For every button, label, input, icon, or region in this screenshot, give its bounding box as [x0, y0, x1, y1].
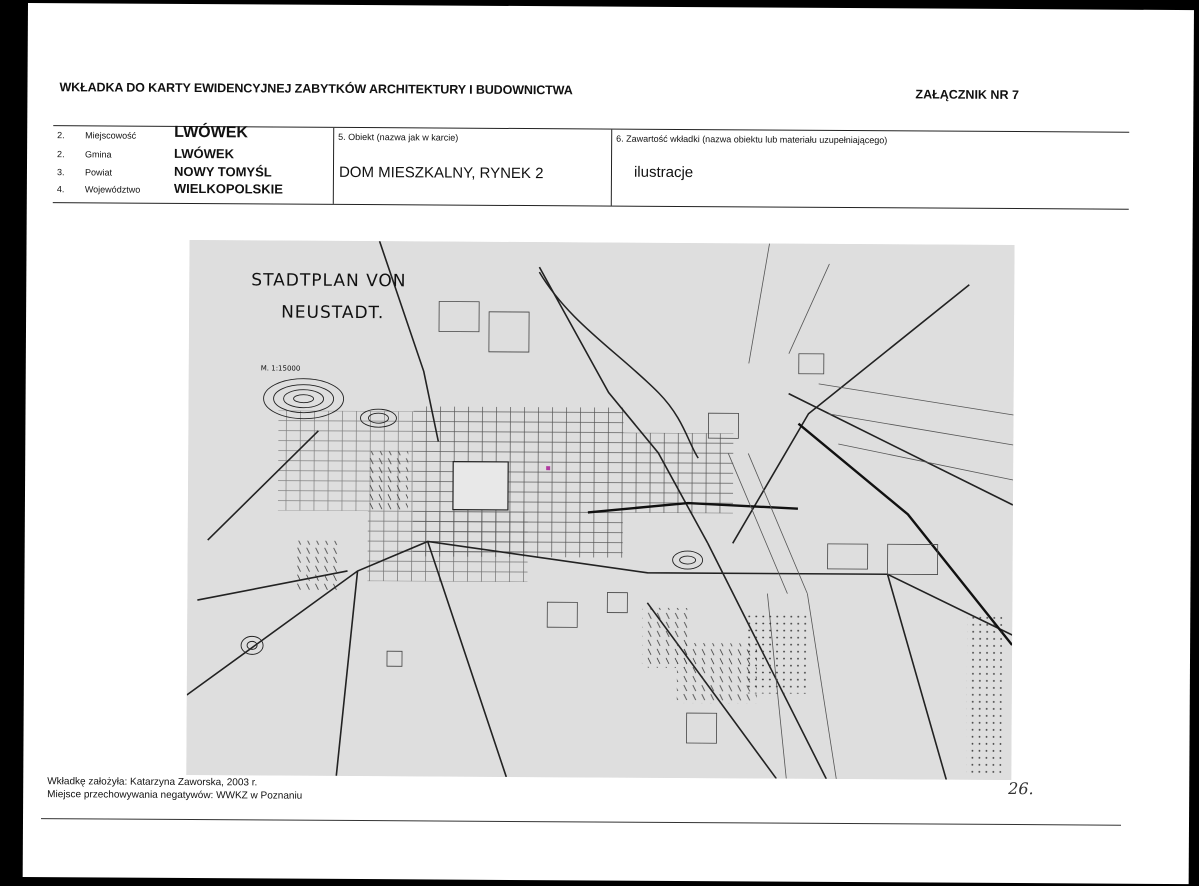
object-name: DOM MIESZKALNY, RYNEK 2 — [338, 163, 544, 183]
row-label: Miejscowość — [85, 130, 137, 141]
map-title-line1: STADTPLAN VON — [251, 270, 407, 292]
attachment-number: ZAŁĄCZNIK NR 7 — [915, 87, 1019, 103]
row-value: LWÓWEK — [174, 123, 249, 142]
contents-heading: 6. Zawartość wkładki (nazwa obiektu lub materiału uzupełniającego) — [616, 133, 888, 146]
object-heading: 5. Obiekt (nazwa jak w karcie) — [338, 131, 459, 143]
row-label: Województwo — [84, 184, 141, 195]
row-label: Powiat — [84, 167, 113, 178]
footer-author: Wkładkę założyła: Katarzyna Zaworska, 2003 r. — [47, 776, 258, 789]
document-page — [23, 3, 1194, 884]
footer-storage: Miejsce przechowywania negatywów: WWKZ w Poznaniu — [47, 789, 303, 802]
town-plan-image — [186, 240, 1014, 780]
row-number: 3. — [56, 167, 65, 178]
map-title-line2: NEUSTADT. — [281, 302, 385, 324]
row-label: Gmina — [85, 149, 112, 160]
bottom-rule — [41, 818, 1121, 826]
row-value: WIELKOPOLSKIE — [173, 180, 283, 197]
row-number: 4. — [56, 184, 65, 195]
row-number: 2. — [57, 149, 65, 160]
contents-value: ilustracje — [633, 163, 694, 182]
row-number: 2. — [57, 130, 65, 141]
row-value: NOWY TOMYŚL — [173, 163, 272, 180]
column-divider — [333, 128, 334, 204]
row-value: LWÓWEK — [174, 145, 235, 162]
document-title: WKŁADKA DO KARTY EWIDENCYJNEJ ZABYTKÓW ARCHITEKTURY I BUDOWNICTWA — [59, 80, 573, 98]
column-divider — [611, 130, 612, 206]
page-number-note: 26. — [1008, 779, 1034, 799]
map-scale: M. 1:15000 — [260, 364, 301, 373]
info-table — [53, 125, 1129, 210]
